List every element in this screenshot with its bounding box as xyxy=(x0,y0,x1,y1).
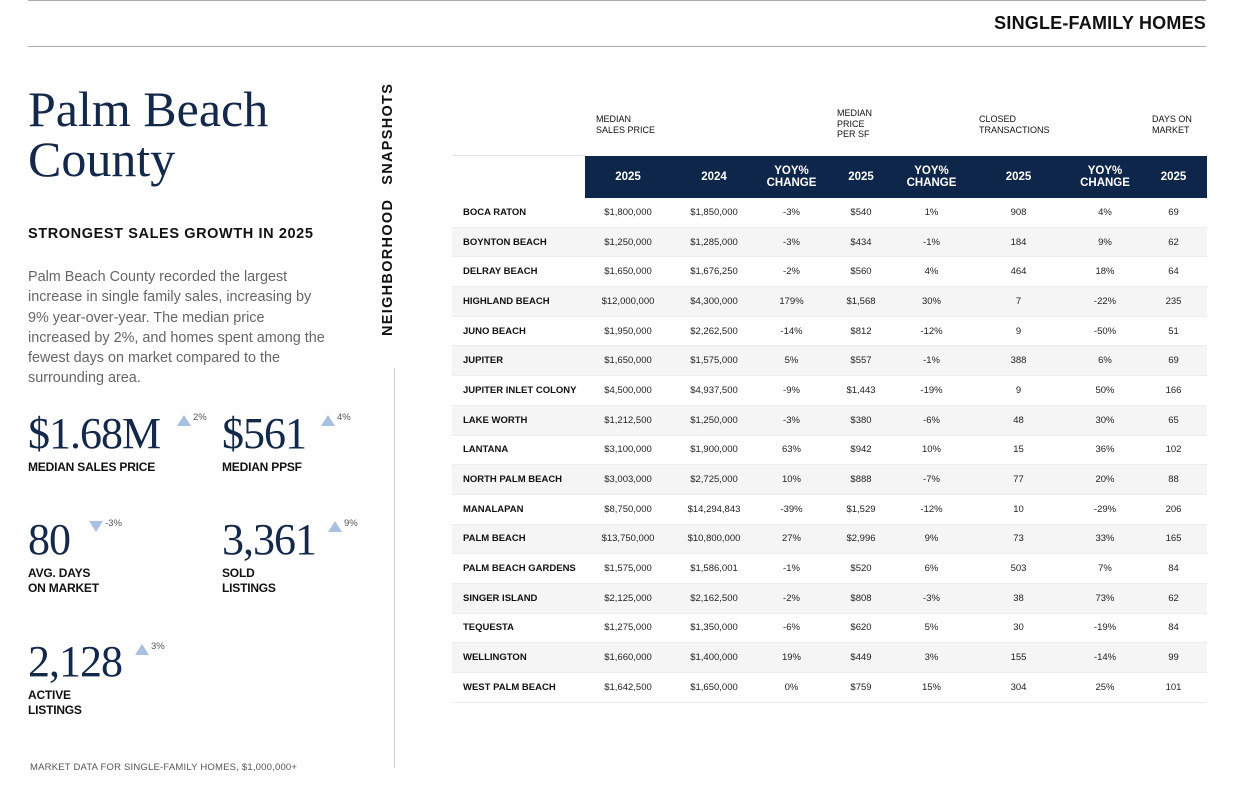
cell-closed-yoy: -14% xyxy=(1070,643,1140,673)
cell-ppsf-yoy: -12% xyxy=(896,316,967,346)
stat-value: 2,128 xyxy=(28,637,122,686)
header-line: CHANGE xyxy=(906,176,957,189)
title-line-2: County xyxy=(28,131,176,187)
cell-dom-2025: 65 xyxy=(1140,405,1207,435)
cell-closed-yoy: 50% xyxy=(1070,376,1140,406)
cell-closed-2025: 77 xyxy=(967,465,1070,495)
table-row xyxy=(452,346,1207,376)
cell-sales-yoy: 27% xyxy=(757,524,826,554)
cell-sales-2024: $1,676,250 xyxy=(671,257,757,287)
cell-neighborhood: LAKE WORTH xyxy=(452,405,585,435)
cell-closed-yoy: -50% xyxy=(1070,316,1140,346)
cell-ppsf-yoy: -19% xyxy=(896,376,967,406)
cell-ppsf-2025: $812 xyxy=(826,316,896,346)
cell-neighborhood: LANTANA xyxy=(452,435,585,465)
table-row xyxy=(452,435,1207,465)
side-label-word: SNAPSHOTS xyxy=(380,82,396,185)
stat-label-line: LISTINGS xyxy=(28,703,82,717)
cell-ppsf-yoy: 6% xyxy=(896,554,967,584)
cell-sales-yoy: 63% xyxy=(757,435,826,465)
cell-closed-yoy: -22% xyxy=(1070,287,1140,317)
cell-dom-2025: 84 xyxy=(1140,613,1207,643)
cell-sales-2025: $8,750,000 xyxy=(585,494,671,524)
cell-neighborhood: MANALAPAN xyxy=(452,494,585,524)
cell-dom-2025: 235 xyxy=(1140,287,1207,317)
cell-sales-2024: $1,400,000 xyxy=(671,643,757,673)
group-label-line: PRICE xyxy=(837,118,865,129)
cell-sales-2025: $1,950,000 xyxy=(585,316,671,346)
cell-sales-yoy: 5% xyxy=(757,346,826,376)
cell-sales-yoy: 19% xyxy=(757,643,826,673)
cell-ppsf-yoy: 30% xyxy=(896,287,967,317)
cell-dom-2025: 99 xyxy=(1140,643,1207,673)
cell-dom-2025: 206 xyxy=(1140,494,1207,524)
cell-sales-2024: $1,350,000 xyxy=(671,613,757,643)
side-label xyxy=(380,83,396,336)
header-ppsf-yoy xyxy=(896,156,967,199)
header-blank xyxy=(452,156,585,199)
cell-dom-2025: 51 xyxy=(1140,316,1207,346)
cell-ppsf-2025: $759 xyxy=(826,673,896,703)
header-ppsf-2025: 2025 xyxy=(826,156,896,199)
cell-sales-2025: $3,100,000 xyxy=(585,435,671,465)
cell-closed-yoy: 73% xyxy=(1070,583,1140,613)
cell-ppsf-2025: $1,443 xyxy=(826,376,896,406)
cell-neighborhood: JUPITER INLET COLONY xyxy=(452,376,585,406)
stat-delta xyxy=(89,518,122,532)
cell-sales-2025: $2,125,000 xyxy=(585,583,671,613)
stat-label: MEDIAN PPSF xyxy=(222,460,302,474)
title-line-1: Palm Beach xyxy=(28,81,269,137)
table-row xyxy=(452,613,1207,643)
header-closed-2025: 2025 xyxy=(967,156,1070,199)
cell-neighborhood: PALM BEACH xyxy=(452,524,585,554)
stat-active-listings xyxy=(28,637,122,718)
header-dom-2025: 2025 xyxy=(1140,156,1207,199)
header-line: YOY% xyxy=(1087,164,1123,177)
cell-ppsf-yoy: -7% xyxy=(896,465,967,495)
group-label-line: CLOSED xyxy=(979,114,1017,124)
cell-neighborhood: PALM BEACH GARDENS xyxy=(452,554,585,584)
cell-sales-2024: $10,800,000 xyxy=(671,524,757,554)
cell-sales-2024: $14,294,843 xyxy=(671,494,757,524)
stat-label xyxy=(222,566,316,596)
cell-closed-yoy: 20% xyxy=(1070,465,1140,495)
section-subhead: STRONGEST SALES GROWTH IN 2025 xyxy=(28,226,314,242)
group-label-line: MEDIAN xyxy=(596,114,632,124)
cell-ppsf-yoy: -6% xyxy=(896,405,967,435)
table-row xyxy=(452,376,1207,406)
cell-ppsf-2025: $449 xyxy=(826,643,896,673)
cell-closed-yoy: 9% xyxy=(1070,227,1140,257)
section-tag: SINGLE-FAMILY HOMES xyxy=(994,13,1206,33)
header-rule xyxy=(28,46,1206,47)
footnote: MARKET DATA FOR SINGLE-FAMILY HOMES, $1,000,000+ xyxy=(30,762,298,773)
cell-neighborhood: TEQUESTA xyxy=(452,613,585,643)
group-label-line: TRANSACTIONS xyxy=(979,124,1050,135)
cell-sales-2024: $1,900,000 xyxy=(671,435,757,465)
group-label-days-on-market xyxy=(1152,114,1192,135)
cell-ppsf-2025: $888 xyxy=(826,465,896,495)
header-sales-yoy xyxy=(757,156,826,199)
cell-closed-yoy: 33% xyxy=(1070,524,1140,554)
delta-value: -3% xyxy=(105,518,122,529)
cell-neighborhood: WEST PALM BEACH xyxy=(452,673,585,703)
group-label-line: MEDIAN xyxy=(837,108,873,118)
cell-ppsf-yoy: 3% xyxy=(896,643,967,673)
cell-closed-2025: 908 xyxy=(967,198,1070,227)
cell-sales-yoy: 179% xyxy=(757,287,826,317)
stat-sold-listings xyxy=(222,515,316,596)
cell-closed-2025: 503 xyxy=(967,554,1070,584)
cell-sales-yoy: -3% xyxy=(757,198,826,227)
cell-dom-2025: 69 xyxy=(1140,346,1207,376)
cell-sales-2025: $1,250,000 xyxy=(585,227,671,257)
table-header-row xyxy=(452,156,1207,199)
cell-sales-2025: $1,650,000 xyxy=(585,257,671,287)
cell-sales-yoy: 0% xyxy=(757,673,826,703)
table-row xyxy=(452,287,1207,317)
table-row xyxy=(452,198,1207,227)
header-line: YOY% xyxy=(914,164,949,177)
cell-sales-2024: $4,300,000 xyxy=(671,287,757,317)
cell-sales-yoy: -2% xyxy=(757,583,826,613)
cell-closed-2025: 9 xyxy=(967,376,1070,406)
cell-sales-2024: $2,262,500 xyxy=(671,316,757,346)
header-line: CHANGE xyxy=(766,176,817,189)
cell-neighborhood: DELRAY BEACH xyxy=(452,257,585,287)
cell-dom-2025: 101 xyxy=(1140,673,1207,703)
cell-neighborhood: JUNO BEACH xyxy=(452,316,585,346)
cell-ppsf-yoy: -12% xyxy=(896,494,967,524)
stat-delta xyxy=(135,641,165,655)
cell-ppsf-2025: $942 xyxy=(826,435,896,465)
table-row xyxy=(452,643,1207,673)
cell-sales-yoy: -14% xyxy=(757,316,826,346)
cell-sales-2024: $4,937,500 xyxy=(671,376,757,406)
delta-value: 3% xyxy=(151,641,165,652)
table-row xyxy=(452,257,1207,287)
cell-ppsf-yoy: 15% xyxy=(896,673,967,703)
cell-sales-2025: $12,000,000 xyxy=(585,287,671,317)
neighborhood-table xyxy=(452,155,1207,703)
cell-sales-2025: $1,642,500 xyxy=(585,673,671,703)
cell-sales-yoy: -3% xyxy=(757,405,826,435)
cell-ppsf-yoy: 5% xyxy=(896,613,967,643)
cell-closed-2025: 10 xyxy=(967,494,1070,524)
table-row xyxy=(452,316,1207,346)
group-label-median-ppsf xyxy=(837,108,872,140)
stat-median-ppsf xyxy=(222,409,306,475)
cell-ppsf-yoy: 1% xyxy=(896,198,967,227)
cell-closed-2025: 155 xyxy=(967,643,1070,673)
header-sales-2024: 2024 xyxy=(671,156,757,199)
cell-sales-2024: $1,575,000 xyxy=(671,346,757,376)
cell-sales-yoy: -2% xyxy=(757,257,826,287)
vertical-divider xyxy=(394,368,395,768)
cell-closed-yoy: -29% xyxy=(1070,494,1140,524)
cell-closed-2025: 48 xyxy=(967,405,1070,435)
cell-sales-2025: $13,750,000 xyxy=(585,524,671,554)
cell-dom-2025: 62 xyxy=(1140,583,1207,613)
cell-closed-yoy: 25% xyxy=(1070,673,1140,703)
stat-value: 3,361 xyxy=(222,515,316,564)
header-line: CHANGE xyxy=(1080,176,1130,189)
group-label-line: MARKET xyxy=(1152,124,1190,135)
stat-label xyxy=(28,566,99,596)
cell-ppsf-yoy: 10% xyxy=(896,435,967,465)
header-line: YOY% xyxy=(774,164,809,177)
cell-neighborhood: SINGER ISLAND xyxy=(452,583,585,613)
cell-sales-2024: $2,725,000 xyxy=(671,465,757,495)
cell-sales-yoy: 10% xyxy=(757,465,826,495)
cell-dom-2025: 88 xyxy=(1140,465,1207,495)
cell-closed-yoy: -19% xyxy=(1070,613,1140,643)
cell-ppsf-yoy: 9% xyxy=(896,524,967,554)
cell-sales-2025: $1,800,000 xyxy=(585,198,671,227)
stat-delta xyxy=(321,412,351,426)
cell-neighborhood: BOYNTON BEACH xyxy=(452,227,585,257)
cell-neighborhood: BOCA RATON xyxy=(452,198,585,227)
cell-sales-2024: $2,162,500 xyxy=(671,583,757,613)
cell-dom-2025: 165 xyxy=(1140,524,1207,554)
header-closed-yoy xyxy=(1070,156,1140,199)
table-row xyxy=(452,583,1207,613)
up-triangle-icon xyxy=(321,415,335,426)
cell-neighborhood: JUPITER xyxy=(452,346,585,376)
cell-sales-2025: $1,275,000 xyxy=(585,613,671,643)
cell-sales-yoy: -3% xyxy=(757,227,826,257)
stat-median-sales-price xyxy=(28,409,161,475)
page-title xyxy=(28,81,269,187)
cell-ppsf-2025: $557 xyxy=(826,346,896,376)
summary-paragraph: Palm Beach County recorded the largest increase in single family sales, increasing by 9% year-over-year. The median price increased by 2%, and homes spent among the fewest days on market compared to the surrounding area. xyxy=(28,269,325,387)
cell-ppsf-yoy: -1% xyxy=(896,227,967,257)
cell-sales-2025: $4,500,000 xyxy=(585,376,671,406)
cell-sales-yoy: -9% xyxy=(757,376,826,406)
cell-closed-yoy: 7% xyxy=(1070,554,1140,584)
cell-dom-2025: 62 xyxy=(1140,227,1207,257)
cell-ppsf-yoy: -3% xyxy=(896,583,967,613)
cell-neighborhood: WELLINGTON xyxy=(452,643,585,673)
cell-ppsf-2025: $808 xyxy=(826,583,896,613)
stat-label xyxy=(28,688,122,718)
group-label-line: PER SF xyxy=(837,129,870,139)
table-row xyxy=(452,494,1207,524)
cell-dom-2025: 64 xyxy=(1140,257,1207,287)
cell-sales-2025: $1,660,000 xyxy=(585,643,671,673)
cell-sales-2025: $3,003,000 xyxy=(585,465,671,495)
delta-value: 4% xyxy=(337,412,351,423)
table-row xyxy=(452,554,1207,584)
cell-dom-2025: 84 xyxy=(1140,554,1207,584)
cell-closed-2025: 304 xyxy=(967,673,1070,703)
table-row xyxy=(452,465,1207,495)
stat-delta xyxy=(328,518,358,532)
stat-label-line: ON MARKET xyxy=(28,581,99,595)
cell-ppsf-yoy: 4% xyxy=(896,257,967,287)
stat-label-line: SOLD xyxy=(222,566,255,580)
up-triangle-icon xyxy=(328,521,342,532)
cell-sales-2025: $1,650,000 xyxy=(585,346,671,376)
stat-value: $1.68M xyxy=(28,409,161,458)
down-triangle-icon xyxy=(89,521,103,532)
stat-value: $561 xyxy=(222,409,306,458)
cell-closed-yoy: 18% xyxy=(1070,257,1140,287)
cell-sales-2024: $1,850,000 xyxy=(671,198,757,227)
cell-sales-2024: $1,586,001 xyxy=(671,554,757,584)
side-label-word: NEIGHBORHOOD xyxy=(380,198,396,336)
cell-sales-2025: $1,212,500 xyxy=(585,405,671,435)
cell-ppsf-2025: $540 xyxy=(826,198,896,227)
cell-closed-yoy: 4% xyxy=(1070,198,1140,227)
cell-ppsf-2025: $380 xyxy=(826,405,896,435)
cell-neighborhood: HIGHLAND BEACH xyxy=(452,287,585,317)
up-triangle-icon xyxy=(135,644,149,655)
cell-ppsf-2025: $1,568 xyxy=(826,287,896,317)
cell-ppsf-2025: $520 xyxy=(826,554,896,584)
cell-ppsf-2025: $620 xyxy=(826,613,896,643)
cell-ppsf-2025: $434 xyxy=(826,227,896,257)
group-label-line: DAYS ON xyxy=(1152,114,1192,124)
table-row xyxy=(452,227,1207,257)
stat-label: MEDIAN SALES PRICE xyxy=(28,460,156,474)
top-rule xyxy=(28,0,1206,1)
cell-sales-2025: $1,575,000 xyxy=(585,554,671,584)
table-row xyxy=(452,524,1207,554)
stat-value: 80 xyxy=(28,515,70,564)
cell-ppsf-2025: $560 xyxy=(826,257,896,287)
cell-closed-2025: 30 xyxy=(967,613,1070,643)
cell-closed-2025: 184 xyxy=(967,227,1070,257)
stat-label-line: AVG. DAYS xyxy=(28,566,91,580)
cell-closed-2025: 15 xyxy=(967,435,1070,465)
cell-ppsf-2025: $1,529 xyxy=(826,494,896,524)
group-label-median-sales-price xyxy=(596,114,655,135)
cell-dom-2025: 102 xyxy=(1140,435,1207,465)
group-label-line: SALES PRICE xyxy=(596,124,656,135)
cell-closed-2025: 38 xyxy=(967,583,1070,613)
delta-value: 9% xyxy=(344,518,358,529)
table-row xyxy=(452,405,1207,435)
cell-sales-2024: $1,650,000 xyxy=(671,673,757,703)
cell-closed-2025: 7 xyxy=(967,287,1070,317)
stat-delta xyxy=(177,412,207,426)
cell-closed-yoy: 30% xyxy=(1070,405,1140,435)
header-sales-2025: 2025 xyxy=(585,156,671,199)
cell-closed-yoy: 36% xyxy=(1070,435,1140,465)
stat-label-line: ACTIVE xyxy=(28,688,71,702)
cell-ppsf-2025: $2,996 xyxy=(826,524,896,554)
cell-closed-yoy: 6% xyxy=(1070,346,1140,376)
cell-ppsf-yoy: -1% xyxy=(896,346,967,376)
cell-closed-2025: 388 xyxy=(967,346,1070,376)
cell-sales-yoy: -6% xyxy=(757,613,826,643)
cell-dom-2025: 166 xyxy=(1140,376,1207,406)
cell-neighborhood: NORTH PALM BEACH xyxy=(452,465,585,495)
cell-sales-yoy: -1% xyxy=(757,554,826,584)
cell-dom-2025: 69 xyxy=(1140,198,1207,227)
cell-sales-2024: $1,250,000 xyxy=(671,405,757,435)
up-triangle-icon xyxy=(177,415,191,426)
cell-closed-2025: 464 xyxy=(967,257,1070,287)
cell-sales-2024: $1,285,000 xyxy=(671,227,757,257)
cell-closed-2025: 73 xyxy=(967,524,1070,554)
cell-closed-2025: 9 xyxy=(967,316,1070,346)
table-row xyxy=(452,673,1207,703)
group-label-closed-transactions xyxy=(979,114,1050,135)
cell-sales-yoy: -39% xyxy=(757,494,826,524)
stat-label-line: LISTINGS xyxy=(222,581,276,595)
delta-value: 2% xyxy=(193,412,207,423)
